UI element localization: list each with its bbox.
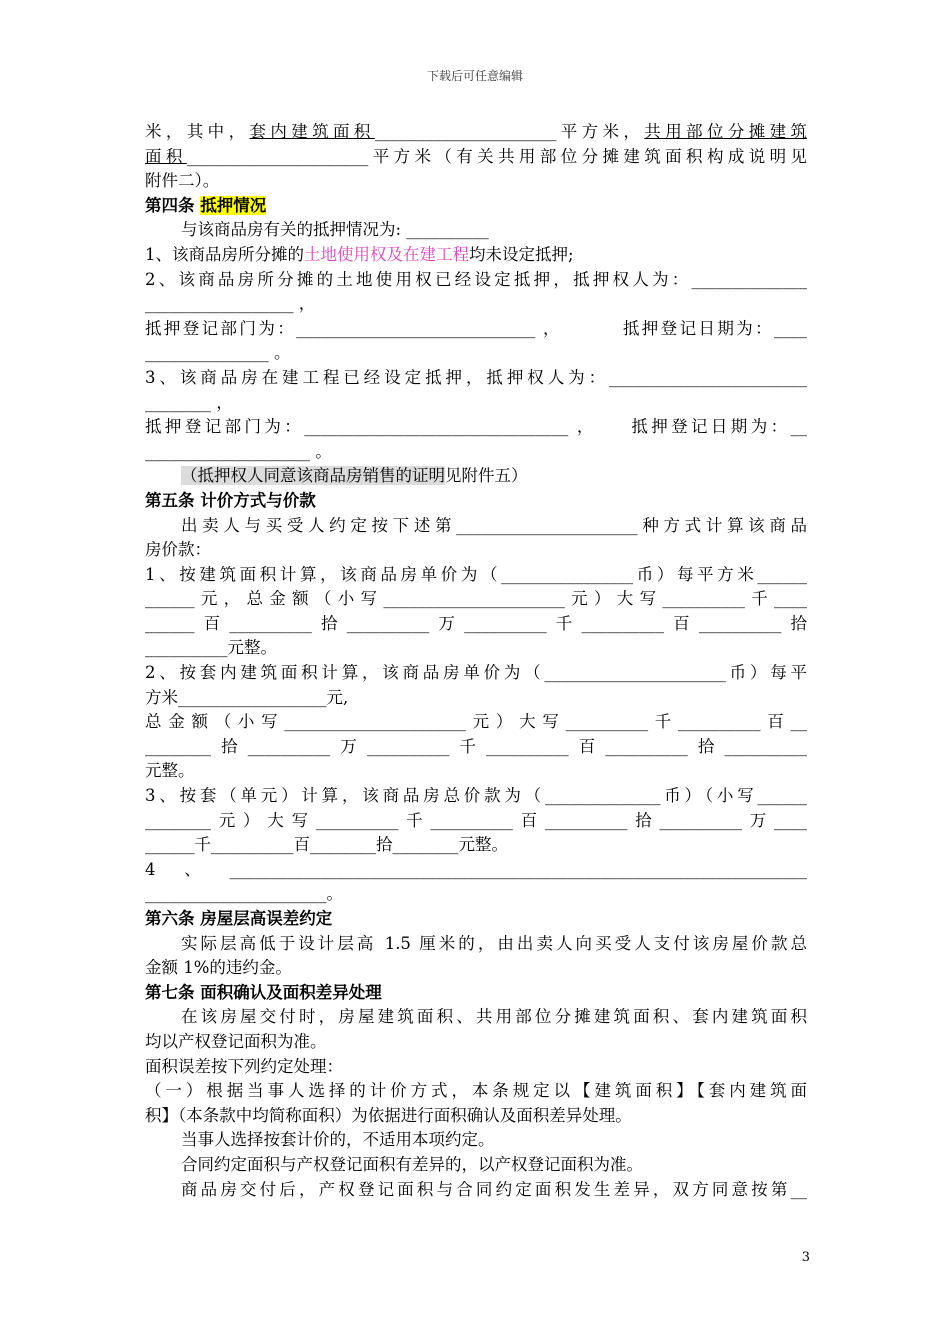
article-4-title: 抵押情况 <box>200 195 267 215</box>
consent-proof-text: 抵押权人同意该商品房销售的证明 <box>197 466 445 486</box>
pricing-method-1-line-3: ______百__________拾__________万__________千__________百__________拾 <box>145 613 807 633</box>
mortgage-item-1: 1、该商品房所分摊的土地使用权及在建工程均未设定抵押; <box>145 244 574 264</box>
article-7-heading: 第七条 面积确认及面积差异处理 <box>145 982 382 1002</box>
pricing-method-1-line-2: ______元，总金额（小写______________________元）大写__________千____ <box>145 589 807 609</box>
area-rule-registered: 合同约定面积与产权登记面积有差异的，以产权登记面积为准。 <box>181 1154 643 1174</box>
mortgage-item-2-line-2: __________________ ， <box>145 294 316 314</box>
area-rule-difference: 商品房交付后，产权登记面积与合同约定面积发生差异，双方同意按第__ <box>181 1179 807 1199</box>
pricing-method-4-line-2: ______________________。 <box>145 884 343 904</box>
pricing-method-1-line-4: __________元整。 <box>145 638 277 658</box>
pricing-method-3-line-1: 3、按套（单元）计算，该商品房总价款为（______________币）（小写______ <box>145 786 807 806</box>
height-error-line-1: 实际层高低于设计层高 1.5 厘米的，由出卖人向买受人支付该房屋价款总 <box>181 933 807 953</box>
area-rule-1-line-1: （一）根据当事人选择的计价方式，本条规定以【建筑面积】【套内建筑面 <box>145 1081 807 1101</box>
area-line-2: 面积______________________平方米（有关共用部位分摊建筑面积构成说明见 <box>145 146 807 166</box>
mortgage-item-3-line-3: 抵押登记部门为：________________________________ ， 抵押登记日期为：__ <box>145 417 807 437</box>
pricing-method-2-line-1: 2、按套内建筑面积计算，该商品房单价为（______________________币）每平 <box>145 663 807 683</box>
area-line-1: 米，其中，套内建筑面积______________________平方米，共用部位分摊建筑 <box>145 122 807 141</box>
land-right-text: 土地使用权及在建工程 <box>304 244 469 264</box>
height-error-line-2: 金额 1%的违约金。 <box>145 958 292 978</box>
mortgage-item-2-line-1: 2、该商品房所分摊的土地使用权已经设定抵押，抵押权人为：______________ <box>145 269 807 289</box>
pricing-intro-line-2: 房价款： <box>145 540 211 560</box>
article-6-heading: 第六条 房屋层高误差约定 <box>145 909 333 928</box>
mortgage-intro: 与该商品房有关的抵押情况为: __________ <box>181 220 489 240</box>
article-4-heading: 第四条 抵押情况 <box>145 195 267 215</box>
article-7-title: 面积确认及面积差异处理 <box>200 982 382 1002</box>
article-6-title: 房屋层高误差约定 <box>200 909 333 928</box>
pricing-method-2-line-5: 元整。 <box>145 761 195 781</box>
area-confirm-line-1: 在该房屋交付时，房屋建筑面积、共用部位分摊建筑面积、套内建筑面积 <box>181 1007 807 1027</box>
document-body <box>145 120 807 1202</box>
page-number: 3 <box>801 1250 810 1265</box>
page-header: 下载后可任意编辑 <box>426 69 523 83</box>
article-5-title: 计价方式与价款 <box>200 490 316 510</box>
mortgage-item-3-line-2: ________ ， <box>145 392 233 412</box>
area-rule-1-line-2: 积】（本条款中均简称面积）为依据进行面积确认及面积差异处理。 <box>145 1105 632 1125</box>
pricing-method-2-line-2: 方米__________________元, <box>145 687 349 707</box>
pricing-method-2-line-4: ________拾__________万__________千__________百__________拾__________ <box>145 736 807 756</box>
area-rule-package: 当事人选择按套计价的，不适用本项约定。 <box>181 1130 495 1150</box>
mortgage-item-2-line-3: 抵押登记部门为：_____________________________ ， 抵押登记日期为：____ <box>145 318 807 338</box>
pricing-method-2-line-3: 总金额（小写______________________元）大写__________千__________百__ <box>145 712 807 732</box>
pricing-intro-line-1: 出卖人与买受人约定按下述第______________________种方式计算该商品 <box>181 515 807 535</box>
pricing-method-4-line-1: 4、______________________________________________________________________ <box>145 859 807 879</box>
mortgage-item-3-line-1: 3、该商品房在建工程已经设定抵押，抵押权人为：________________________ <box>145 367 807 387</box>
pricing-method-1-line-1: 1、按建筑面积计算，该商品房单价为（________________币）每平方米______ <box>145 564 807 584</box>
mortgage-note: （抵押权人同意该商品房销售的证明见附件五） <box>181 466 528 486</box>
area-error-intro: 面积误差按下列约定处理： <box>145 1056 343 1076</box>
area-confirm-line-2: 均以产权登记面积为准。 <box>145 1031 327 1051</box>
mortgage-item-3-line-4: ____________________ 。 <box>145 441 332 461</box>
shared-area-label: 共用部位分摊建筑 <box>644 122 807 141</box>
mortgage-item-2-line-4: _______________ 。 <box>145 343 291 363</box>
article-5-heading: 第五条 计价方式与价款 <box>145 490 316 510</box>
pricing-method-3-line-2: ________元）大写__________千__________百__________拾__________万____ <box>145 810 807 830</box>
pricing-method-3-line-3: ______千__________百________拾________元整。 <box>145 835 508 855</box>
area-line-3: 附件二）。 <box>145 171 220 191</box>
inner-area-label: 套内建筑面积 <box>249 122 375 141</box>
